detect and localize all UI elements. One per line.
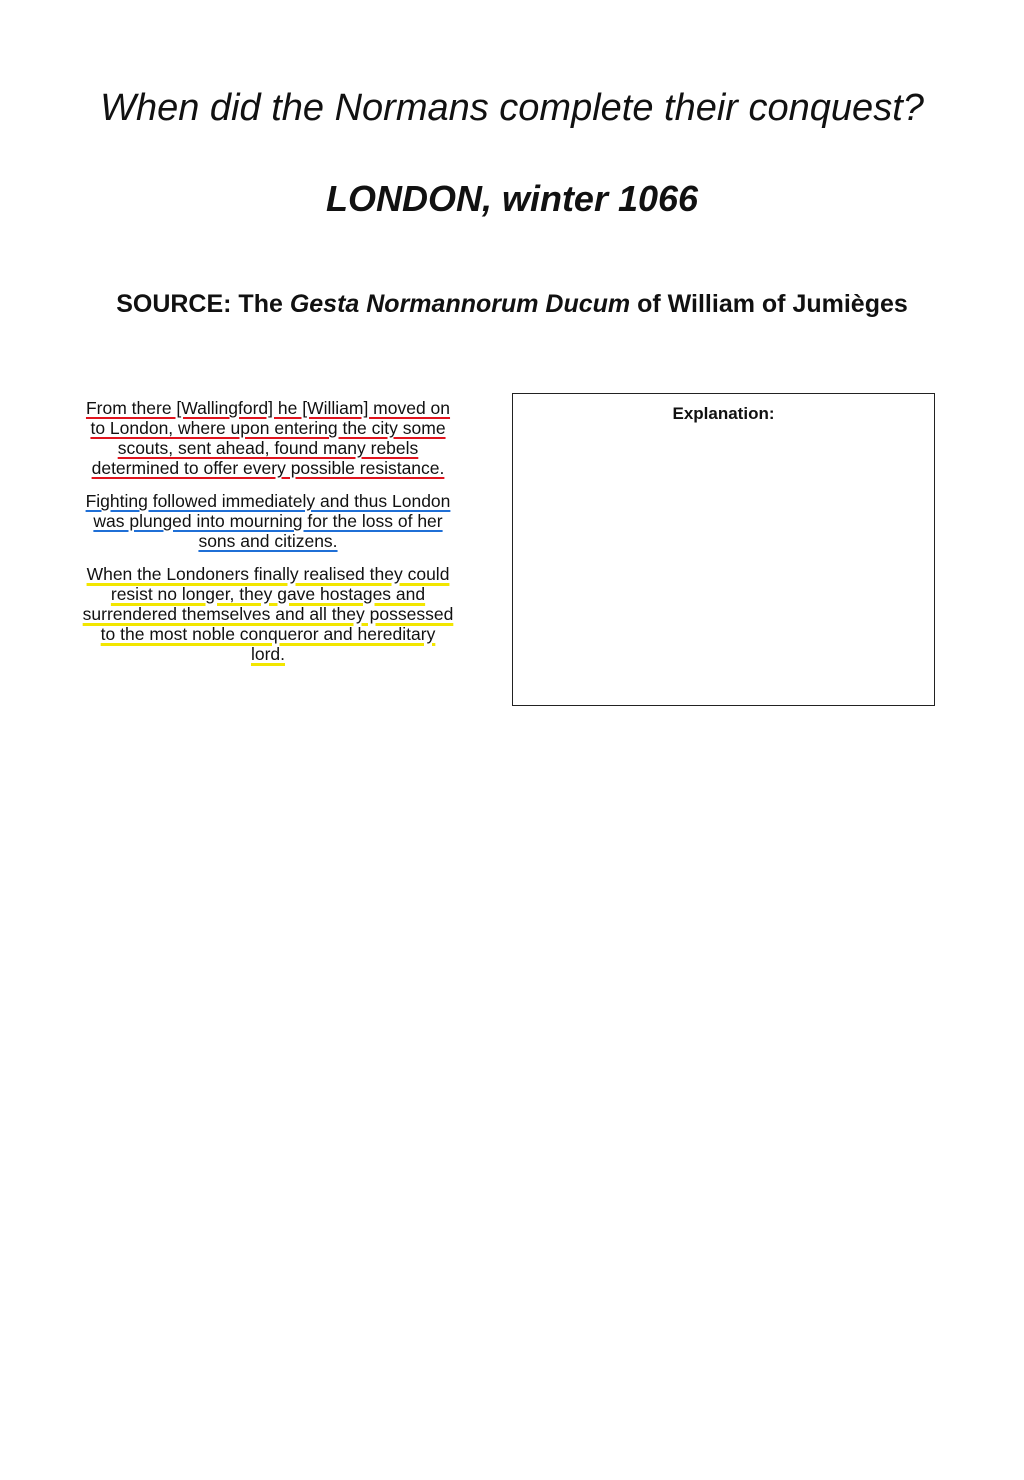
source-suffix: of William of Jumièges [630,290,908,318]
source-paragraph-1-text: From there [Wallingford] he [William] moved on to London, where upon entering the city some scouts, sent ahead, found many rebels determined to offer every possible resistance. [85,398,451,478]
source-paragraph-2-text: Fighting followed immediately and thus London was plunged into mourning for the loss of her sons and citizens. [85,491,451,551]
place-date-title: LONDON, winter 1066 [325,178,699,219]
source-prefix: SOURCE: The [116,290,290,318]
source-paragraph-3 [82,564,454,664]
question-title: When did the Normans complete their conquest? [100,87,924,129]
explanation-box[interactable] [512,393,935,706]
source-extract [82,398,454,677]
source-paragraph-3-text: When the Londoners finally realised they could resist no longer, they gave hostages and surrendered themselves and all they possessed to the most noble conqueror and hereditary lord. [82,564,454,664]
source-heading [0,288,1024,320]
source-paragraph-1 [82,398,454,478]
explanation-label: Explanation: [672,404,775,423]
source-work-title: Gesta Normannorum Ducum [289,290,631,318]
source-paragraph-2 [82,491,454,551]
